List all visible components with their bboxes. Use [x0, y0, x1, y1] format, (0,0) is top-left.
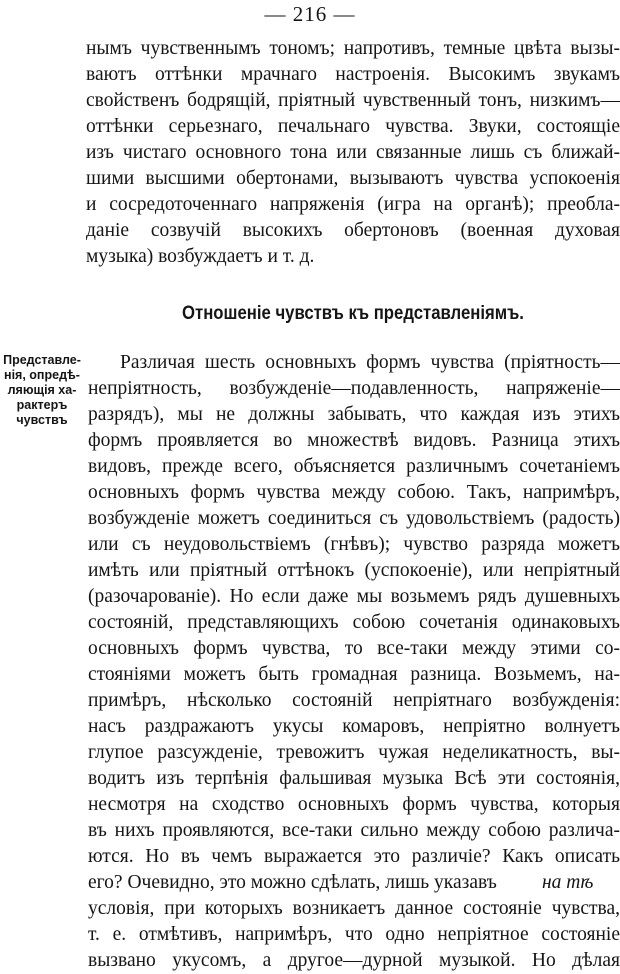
- text-line: имѣть или пріятный оттѣнокъ (успокоеніе), или непріятный: [88, 560, 620, 581]
- text-line: Различая шесть основныхъ формъ чувства (пріятность—: [120, 352, 620, 373]
- text-line: водитъ изъ терпѣнія фальшивая музыка Всѣ эти состоянія,: [88, 768, 620, 789]
- text-line: или съ неудовольствіемъ (гнѣвъ); чувство разряда можетъ: [88, 534, 620, 555]
- text-line: нымъ чувственнымъ тономъ; напротивъ, темные цвѣта вызы-: [86, 38, 620, 59]
- margin-note-line: Представле-: [3, 353, 81, 367]
- text-line: формъ проявляется во множествѣ видовъ. Разница этихъ: [88, 430, 620, 451]
- margin-note-line: рактеръ: [16, 398, 68, 412]
- text-line: насъ раздражаютъ укусы комаровъ, непріятно волнуетъ: [88, 716, 620, 737]
- text-line: несмотря на сходство основныхъ формъ чувства, которыя: [88, 794, 620, 815]
- margin-note-line: чувствъ: [16, 413, 68, 427]
- text-line: свойственъ бодрящій, пріятный чувственный тонъ, низкимъ—: [86, 90, 620, 111]
- text-line: оттѣнки серьезнаго, печальнаго чувства. Звуки, состоящіе: [86, 116, 620, 137]
- text-line: вызвано укусомъ, а другое—дурной музыкой. Но дѣлая: [88, 950, 620, 971]
- text-line: состояній, представляющихъ собою сочетанія одинаковыхъ: [88, 612, 620, 633]
- text-line: въ нихъ проявляются, все-таки сильно между собою различа-: [88, 820, 620, 841]
- text-line: изъ чистаго основного тона или связанные лишь съ ближай-: [86, 142, 620, 163]
- text-line: шими высшими обертонами, вызываютъ чувства успокоенія: [86, 168, 620, 189]
- text-line: основныхъ формъ чувства между собою. Такъ, напримѣръ,: [88, 482, 620, 503]
- text-line: глупое разсужденіе, тревожитъ чужая неделикатность, вы-: [88, 742, 620, 763]
- text-line: видовъ, прежде всего, объясняется различнымъ сочетаніемъ: [88, 456, 620, 477]
- text-line: условія, при которыхъ возникаетъ данное состояніе чувства,: [88, 898, 620, 919]
- section-heading: Отношеніе чувствъ къ представленіямъ.: [182, 303, 524, 324]
- text-line: (разочарованіе). Но если даже мы возьмемъ рядъ душевныхъ: [88, 586, 620, 607]
- text-line: возбужденіе можетъ соединиться съ удовольствіемъ (радость): [88, 508, 620, 529]
- margin-note-line: ляющія ха-: [7, 383, 77, 397]
- text-line: ваютъ оттѣнки мрачнаго настроенія. Высокимъ звукамъ: [86, 64, 620, 85]
- margin-note: [0, 353, 84, 428]
- text-line: т. е. отмѣтивъ, напримѣръ, что одно непріятное состояніе: [88, 924, 620, 945]
- text-line: даніе созвучій высокихъ обертоновъ (военная духовая: [86, 220, 620, 241]
- text-line: примѣръ, нѣсколько состояній непріятнаго возбужденія:: [88, 690, 620, 711]
- text-line: разрядъ), мы не должны забывать, что каждая изъ этихъ: [88, 404, 620, 425]
- italic-phrase: на тѣ: [542, 872, 594, 893]
- page-number: — 216 —: [264, 2, 356, 26]
- text-line: музыка) возбуждаетъ и т. д.: [86, 246, 315, 267]
- text-line: стояніями можетъ быть громадная разница. Возьмемъ, на-: [88, 664, 620, 685]
- margin-note-line: нія, опредѣ-: [4, 368, 80, 382]
- text-line: основныхъ формъ чувства, то все-таки между этими со-: [88, 638, 620, 659]
- text-line: и сосредоточеннаго напряженія (игра на органѣ); преобла-: [86, 194, 620, 215]
- text-line: его? Очевидно, это можно сдѣлать, лишь указавъ: [88, 872, 497, 893]
- text-line: ются. Но въ чемъ выражается это различіе? Какъ описать: [88, 846, 620, 867]
- text-line: непріятность, возбужденіе—подавленность, напряженіе—: [88, 378, 620, 399]
